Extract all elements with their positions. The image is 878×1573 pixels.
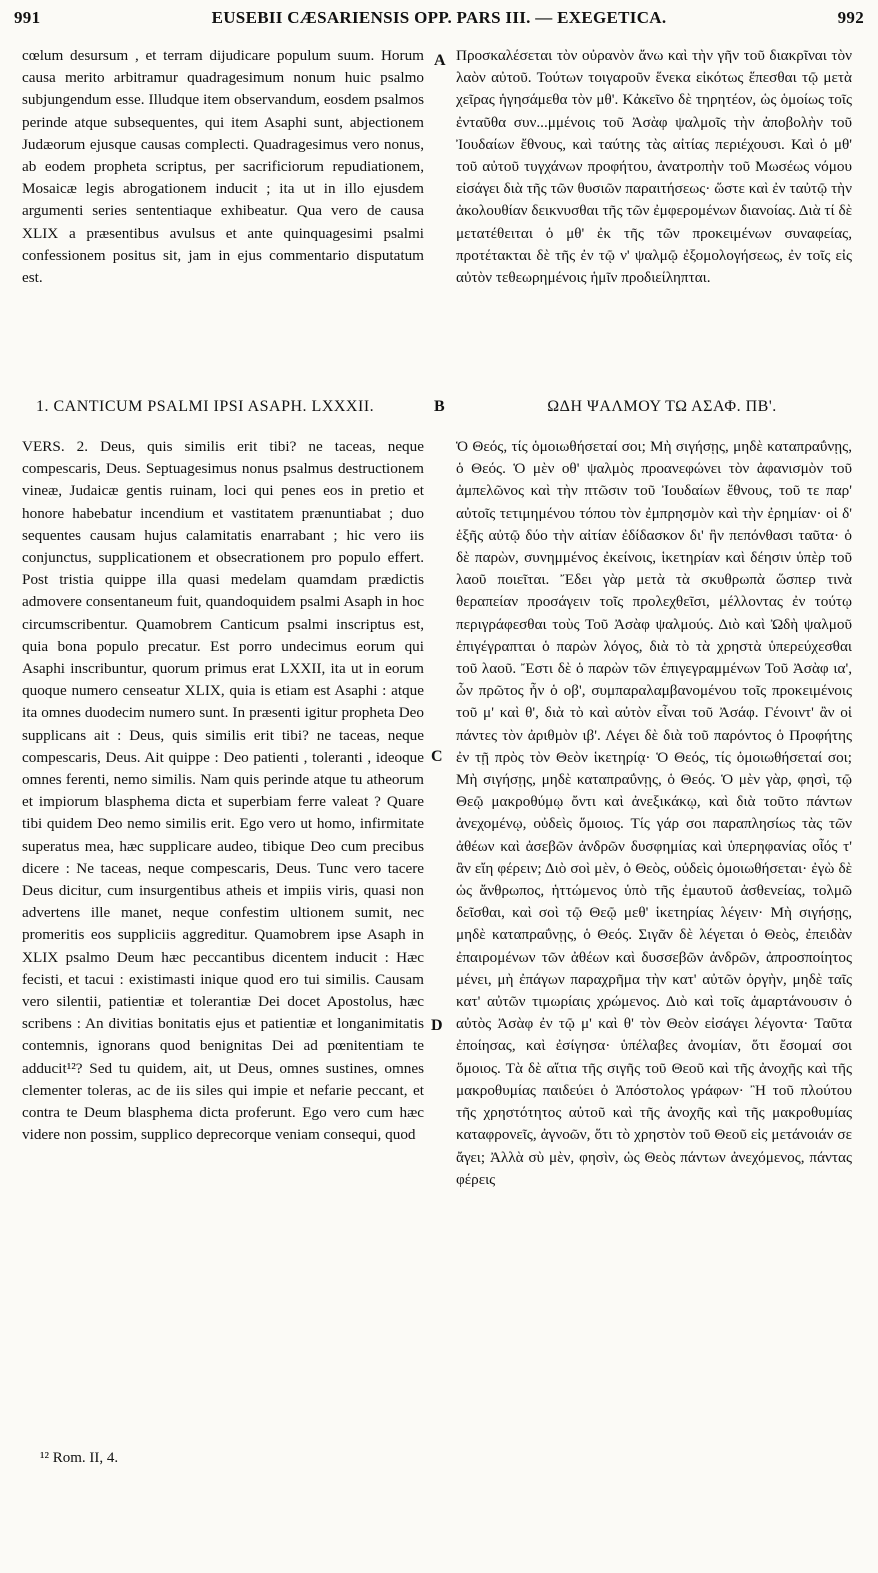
greek-main-text: Ὁ Θεός, τίς ὁμοιωθήσεταί σοι; Μὴ σιγήσῃς, μηδὲ καταπραΰνῃς, ὁ Θεός. Ὁ μὲν οθ' ψαλμὸς προανεφώνει τὸν ἀφανισμὸν τοῦ ἀμπελῶνος καὶ τὴν πτῶσιν τοῦ Ἰουδαίων ἔθνους, τοῦ τε παρ' αὐτοῖς τετιμημένου τόπου τὸν ἐμπρησμὸν καὶ τὴν ἐρημίαν· οἱ δ' ἑξῆς αὐτῷ δύο τὴν αἰτίαν ἐδίδασκον δι' ἣν πεπόνθασι ταῦτα· ὁ δὲ παρὼν, συνημμένος ἐκείνοις, ἱκετηρίαν καὶ δέησιν ὑπὲρ τοῦ λαοῦ ποιεῖται. Ἔδει γὰρ μετὰ τὰ σκυθρωπὰ ὥσπερ τινὰ θεραπείαν προσάγειν τοῖς προλεχθεῖσι, μέλλοντας ἐν τούτῳ περιγράφεσθαι τοὺς Τοῦ Ἀσὰφ ψαλμούς. Διὸ καὶ Ὠδὴ ψαλμοῦ ἐπιγέγραπται ὁ παρὼν λόγος, διὰ τὸ τὰ χρηστὰ ὑπερεύχεσθαι τοῦ λαοῦ. Ἔστι δὲ ὁ παρὼν τῶν ἐπιγεγραμμένων Τοῦ Ἀσὰφ ια', ὧν πρῶτος ἦν ὁ οβ', συμπαραλαμβανομένου τοῖς προκειμένοις τοῦ μ' καὶ θ', διὰ τὸ καὶ αὐτὸν εἶναι τοῦ Ἀσάφ. Γένοιντ' ἂν οἱ πάντες τὸν ἀριθμὸν ιβ'. Λέγει δὲ διὰ τοῦ παρόντος ὁ Προφήτης ἐν τῇ πρὸς τὸν Θεὸν ἱκετηρίᾳ· Ὁ Θεός, τίς ὁμοιωθήσεταί σοι; Μὴ σιγήσῃς, μηδὲ καταπραΰνῃς, ὁ Θεός. Ὁ μὲν γὰρ, φησὶ, τῷ Θεῷ μακροθύμῳ ὄντι καὶ ἀνεξικάκῳ, καὶ διὰ τοῦτο πάντων ἀνεχομένῳ, οὐδεὶς ὅμοιος. Τίς γάρ σοι παραπλησίως τὰς τῶν ἀθέων καὶ ἀσεβῶν ἀνδρῶν δυσφημίας καὶ ὑπερηφανίας οἷός τ' ἂν εἴη φέρειν; Διὸ σοὶ μὲν, ὁ Θεὸς, οὐδεὶς ὁμοιωθήσεται· ἐγὼ δὲ ὡς ἄνθρωπος, ἡττώμενος ὑπὸ τῆς ἐμαυτοῦ ἀσθενείας, τολμῶ δεῖσθαι, καὶ σοὶ τῷ Θεῷ μεθ' ἱκετηρίας λέγειν· Μὴ σιγήσῃς, μηδὲ καταπραΰνῃς, ὁ Θεός. Σιγᾶν δὲ λέγεται ὁ Θεὸς, ἐπειδὰν ἐπαιρομένων τῶν ἀθέων καὶ δυσσεβῶν ἀνδρῶν, ἀπροσποίητος μένει, μὴ ἐπάγων παραχρῆμα τὴν κατ' αὐτῶν ὀργὴν, μηδὲ ταῖς κατ' αὐτῶν τιμωρίαις χρώμενος. Διὸ καὶ τοῖς ἁμαρτάνουσιν ὁ αὐτὸς Ἀσὰφ ἐν τῷ μ' καὶ θ' τὸν Θεὸν εἰσάγει λέγοντα· Ταῦτα ἐποίησας, καὶ ἐσίγησα· ὑπέλαβες ἀνομίαν, ὅτι ἔσομαί σοι ὅμοιος. Τὰ δὲ αἴτια τῆς σιγῆς τοῦ Θεοῦ καὶ τῆς ἀνοχῆς καὶ τῆς μακροθυμίας παιδεύει ὁ Ἀπόστολος γράφων· Ἢ τοῦ πλούτου τῆς χρηστότητος αὐτοῦ καὶ τῆς ἀνοχῆς καὶ τῆς μακροθυμίας καταφρονεῖς, ἀγνοῶν, ὅτι τὸ χρηστὸν τοῦ Θεοῦ εἰς μετάνοιάν σε ἄγει; Ἀλλὰ σὺ μὲν, φησὶν, ὡς Θεὸς πάντων ἀνεχόμενος, πάντας φέρεις [456,438,852,1188]
latin-section-title: 1. CANTICUM PSALMI IPSI ASAPH. LXXXII. [36,398,375,415]
latin-intro-text: cœlum desursum , et terram dijudicare populum suum. Horum causa merito arbitramur quadragesimum nonum huic psalmo subjungendum esse. Illudque item observandum, eosdem psalmos perinde atque subsequentes, qui item Asaphi sunt, abjectionem Judæorum ejusque causas complecti. Quadragesimus vero nonus, ab eodem propheta scriptus, per sacrificiorum repudiationem, Mosaicæ legis abrogationem inducit ; ita ut in illo ejusdem argumenti series sententiaque exhibeatur. Qua vero de causa XLIX a præsentibus avulsus et ante quinquagesimi psalmi confessionem positus sit, jam in ejus commentario disputatum est. [22,47,424,287]
page-number-right: 992 [837,8,864,27]
running-header [14,8,864,38]
greek-main-column [456,436,852,1448]
greek-section-title: ΩΔΗ ΨΑΛΜΟΥ ΤΩ ΑΣΑΦ. ΠΒ'. [547,398,777,415]
latin-main-text: VERS. 2. Deus, quis similis erit tibi? ne taceas, neque compescaris, Deus. Septuagesimus nonus psalmus destructionem vineæ, Judaicæ gentis ruinam, loci qui penes eos in pretio et honore habebatur incendium et vastitatem prænuntiabat ; duo sequentes causam hujus calamitatis enarrabant ; hic vero iis conjunctus, supplicationem et obsecrationem pro populo effert. Post tristia quippe illa quasi medelam quamdam prædictis admovere consentaneum fuit, quandoquidem psalmi Asaph in hoc circumscribentur. Quamobrem Canticum psalmi inscriptus est, quia bona populo precatur. Est porro undecimus eorum qui Asaphi inscribuntur, quorum primus erat LXXII, ita ut in eorum quoque numero censeatur XLIX, quia is etiam est Asaphi : atque ita omnes duodecim numero sunt. In præsenti igitur propheta Deo supplicans ait : Deus, quis similis erit tibi? ne taceas, neque compescaris, Deus. Ait quippe : Deo patienti , toleranti , ideoque omnes ferenti, nemo similis. Nam quis perinde atque tu atheorum et impiorum blasphema dicta et superbiam ferre valeat ? Quare tibi quidem Deo nemo similis erit. Ego vero ut homo, infirmitate superatus mea, hæc supplicare audeo, tibique Deo cum precibus dicere : Ne taceas, neque compescaris, Deus. Tunc vero tacere Deus dicitur, cum insurgentibus atheis et impiis viris, quasi non advertens ille manet, neque confestim ultionem sumit, nec promeritis eos suppliciis aggreditur. Quamobrem ipse Asaph in XLIX psalmo Deum hæc peccantibus dicentem inducit : Hæc fecisti, et tacui : existimasti inique quod ero tui similis. Causam vero silentii, patientiæ et tolerantiæ Dei docet Apostolus, hæc scribens : An divitias bonitatis ejus et patientiæ et longanimitatis contemnis, ignorans quod benignitas Dei ad pœnitentiam te adducit¹²? Sed tu quidem, ait, ut Deus, omnes sustines, omnes clementer toleras, ac de iis siles qui impie et nefarie peccant, et contra te Deum blasphema dicta proferunt. Ego vero cum hæc videre non possim, supplico deprecorque veniam consequi, quod [22,438,424,1144]
margin-marker-b: B [434,398,445,415]
latin-main-column [22,436,424,1448]
margin-marker-a: A [434,52,446,69]
greek-intro-text: Προσκαλέσεται τὸν οὐρανὸν ἄνω καὶ τὴν γῆν τοῦ διακρῖναι τὸν λαὸν αὐτοῦ. Τούτων τοιγαροῦν ἕνεκα εἰκότως ἕπεσθαι τῷ μετὰ χεῖρας ἡγησάμεθα τὸν μθ'. Κἀκεῖνο δὲ τηρητέον, ὡς ὁμοίως τοῖς ἐνταῦθα συν...μμένοις τοῦ Ἀσὰφ ψαλμοῖς τὴν ἀποβολὴν τοῦ Ἰουδαίων ἔθνους, καὶ ταύτης τὰς αἰτίας περιέχουσι. Καὶ ὁ μθ' τοῦ αὐτοῦ τυγχάνων προφήτου, ἀνατροπὴν τοῦ Μωσέως νόμου εἰσάγει διὰ τῆς τῶν θυσιῶν παραιτήσεως· ὥστε καὶ ἐν ταὐτῷ τὴν ἀκολουθίαν δεικνυσθαι τῆς τῶν ἐμφερομένων διανοίας. Διὰ τί δὲ μετατέθειται ὁ μθ' ἐκ τῆς τῶν προκειμένων συναφείας, προτέτακται δὲ τῆς ἐν τῷ ν' ψαλμῷ ἐξομολογήσεως, ἐν τοῖς εἰς αὐτὸν τεθεωρημένοις ἡμῖν προδιείληπται. [456,47,852,287]
latin-intro-column [22,45,424,355]
margin-marker-d: D [431,1017,443,1034]
page-number-left: 991 [14,8,41,27]
greek-intro-column [456,45,852,355]
footnote: ¹² Rom. II, 4. [40,1450,119,1466]
margin-marker-c: C [431,748,443,765]
running-title: EUSEBII CÆSARIENSIS OPP. PARS III. — EXEGETICA. [211,8,667,27]
